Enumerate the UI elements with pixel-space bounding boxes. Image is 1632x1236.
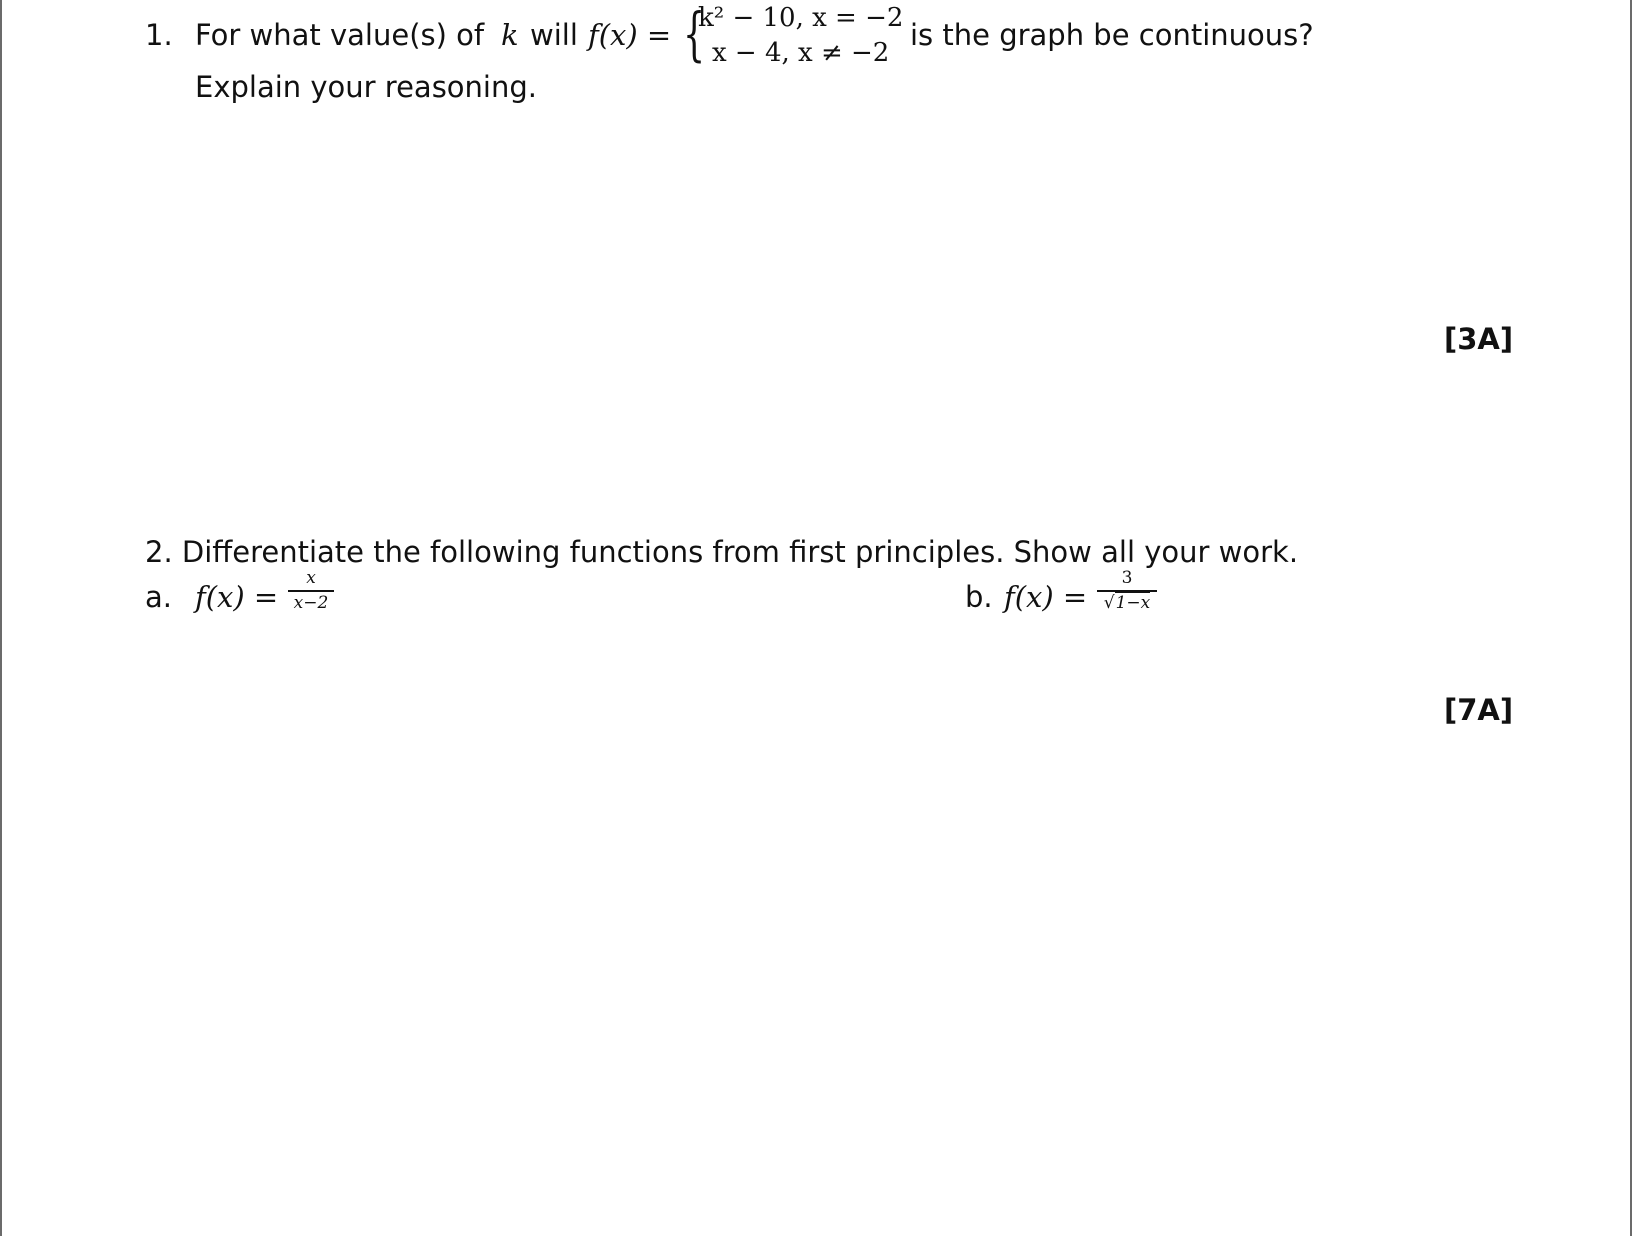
question-1-text-start: For what value(s) of (195, 18, 485, 52)
part-a-numerator: x (306, 568, 316, 588)
part-a-label: a. (145, 580, 172, 614)
question-2-number: 2. (145, 535, 173, 569)
question-2-instruction-text: Differentiate the following functions from first principles. Show all your work. (181, 535, 1299, 569)
square-root-sign-icon: √ (1103, 592, 1115, 613)
question-2-marks: [7A] (1444, 693, 1514, 727)
page-left-border (0, 0, 2, 1236)
question-1-variable-k: k (501, 18, 519, 52)
piecewise-case-1: k² − 10, x = −2 (698, 3, 904, 33)
part-b-denominator (1097, 592, 1157, 614)
part-b-numerator: 3 (1121, 568, 1133, 588)
part-b-radicand: 1−x (1115, 592, 1151, 613)
part-b-radical (1104, 592, 1151, 614)
part-b-fraction (1097, 568, 1157, 614)
question-2-instruction (145, 535, 1298, 569)
part-a-denominator: x−2 (293, 592, 329, 613)
part-a-function-lhs: f(x) = (195, 580, 279, 614)
piecewise-case-2: x − 4, x ≠ −2 (712, 38, 890, 68)
question-1-number: 1. (145, 18, 173, 52)
part-a-fraction (288, 568, 334, 614)
part-b-function-lhs: f(x) = (1004, 580, 1088, 614)
piecewise-brace: { (683, 0, 706, 68)
part-b-label: b. (965, 580, 993, 614)
question-1-marks: [3A] (1444, 322, 1514, 356)
question-1-text-will: will (530, 18, 578, 52)
question-1-text-end: is the graph be continuous? (910, 18, 1314, 52)
question-1-second-line: Explain your reasoning. (195, 70, 537, 104)
question-1-function-lhs: f(x) = (588, 18, 672, 52)
